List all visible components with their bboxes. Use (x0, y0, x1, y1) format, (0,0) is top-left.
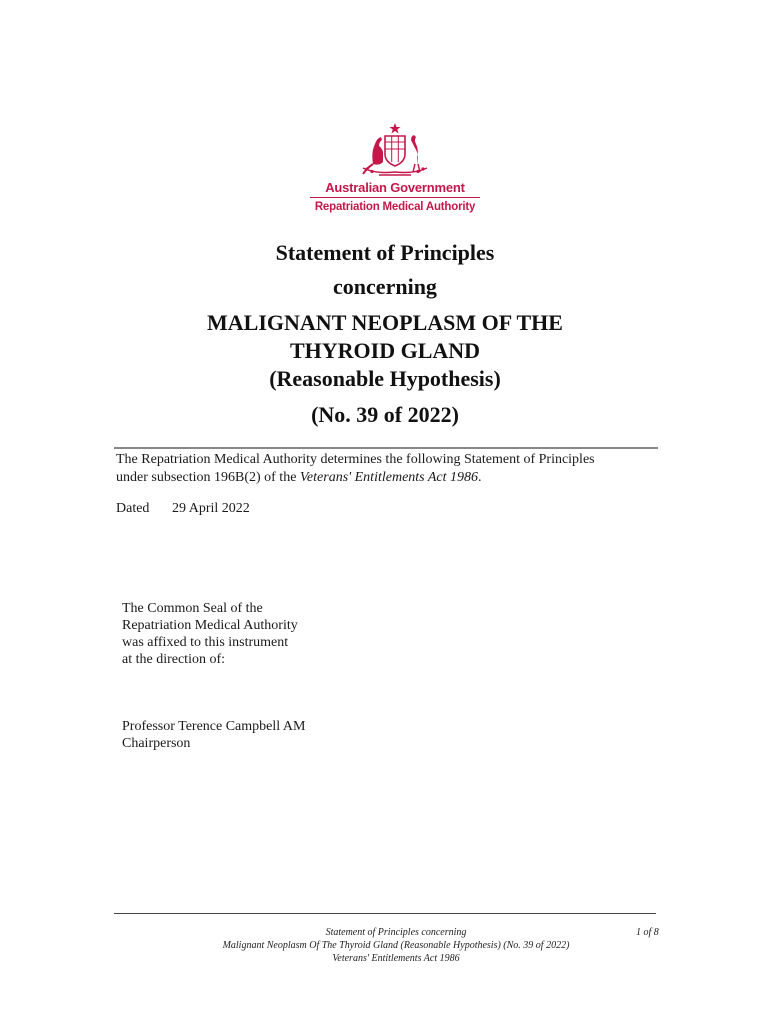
intro-line-1: The Repatriation Medical Authority determines the following Statement of Principles (116, 452, 595, 467)
hypothesis-type: (Reasonable Hypothesis) (269, 366, 501, 391)
page-footer (130, 926, 662, 965)
intro-prefix: under subsection 196B(2) of the (116, 470, 300, 485)
seal-line-3: was affixed to this instrument (122, 635, 289, 650)
intro-line-2 (116, 469, 676, 487)
seal-line-4: at the direction of: (122, 652, 226, 667)
signatory-role: Chairperson (122, 736, 191, 751)
signatory-name: Professor Terence Campbell AM (122, 719, 306, 734)
footer-line-2: Malignant Neoplasm Of The Thyroid Gland (Reasonable Hypothesis) (No. 39 of 2022) (222, 940, 570, 951)
footer-line-3: Veterans' Entitlements Act 1986 (332, 953, 460, 964)
government-logo (300, 122, 490, 214)
footer-divider (114, 913, 656, 914)
logo-divider (310, 197, 480, 198)
act-name: Veterans' Entitlements Act 1986 (299, 470, 479, 485)
seal-line-1: The Common Seal of the (122, 601, 263, 616)
government-name: Australian Government (325, 180, 465, 195)
footer-line-1: Statement of Principles concerning (325, 927, 467, 938)
document-title: Statement of Principles (275, 240, 495, 265)
dated-value: 29 April 2022 (172, 501, 250, 516)
coat-of-arms-icon (355, 122, 435, 178)
common-seal-statement (122, 600, 382, 668)
seal-line-2: Repatriation Medical Authority (122, 618, 298, 633)
intro-paragraph (116, 451, 676, 487)
condition-name-line-2: THYROID GLAND (289, 338, 481, 363)
intro-suffix: . (478, 470, 482, 485)
authority-name: Repatriation Medical Authority (314, 201, 476, 213)
instrument-number: (No. 39 of 2022) (311, 402, 459, 427)
signatory-block (122, 718, 382, 752)
title-concerning: concerning (333, 274, 437, 299)
title-divider (114, 447, 658, 449)
dated-label: Dated (116, 501, 150, 516)
condition-name-line-1: MALIGNANT NEOPLASM OF THE (207, 310, 563, 335)
page-number: 1 of 8 (636, 927, 659, 938)
